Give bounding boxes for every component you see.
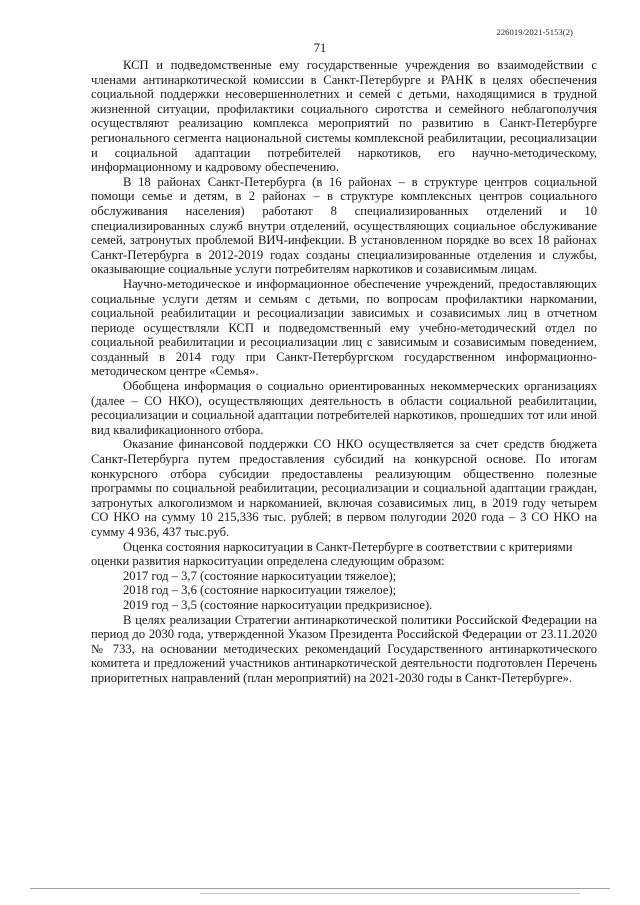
assessment-item-2018: 2018 год – 3,6 (состояние наркоситуации тяжелое);	[123, 583, 397, 598]
assessment-item-2017: 2017 год – 3,7 (состояние наркоситуации тяжелое);	[123, 568, 397, 583]
document-body	[91, 58, 597, 686]
page-number: 71	[313, 41, 327, 55]
paragraph-situation-assessment: Оценка состояния наркоситуации в Санкт-Петербурге в соответствии с критериями оценки развития наркоситуации определена следующим образом:	[91, 539, 573, 569]
paragraph-ksp-activities: КСП и подведомственные ему государственные учреждения во взаимодействии с членами антинаркотической комиссии в Санкт-Петербурге и РАНК в целях обеспечения социальной поддержки несовершеннолетних и семей с детьми, находящимися в трудной жизненной ситуации, профилактики социального сиротства и семейного неблагополучия осуществляют реализацию комплекса мероприятий по развитию в Санкт-Петербурге регионального сегмента национальной системы комплексной реабилитации, ресоциализации и социальной адаптации потребителей наркотиков, его научно-методическому, информационному и кадровому обеспечению.	[91, 58, 597, 175]
paragraph-methodical-support: Научно-методическое и информационное обеспечение учреждений, предоставляющих социальные услуги детям и семьям с детьми, по вопросам профилактики наркомании, социальной реабилитации и ресоциализации зависимых и созависимых лиц в отчетном периоде осуществляли КСП и подведомственный ему учебно-методический отдел по социальной реабилитации и ресоциализации лиц с зависимым и созависимым поведением, созданный в 2014 году при Санкт-Петербургском государственном информационно-методическом центре «Семья».	[91, 276, 597, 379]
scan-edge-line-secondary	[200, 893, 580, 894]
scan-edge-line	[30, 888, 610, 889]
paragraph-nko-information: Обобщена информация о социально ориентированных некоммерческих организациях (далее – СО НКО), осуществляющих деятельность в области социальной реабилитации, ресоциализации и социальной адаптации потребителей наркотиков, прошедших тот или иной вид квалификационного отбора.	[91, 379, 597, 437]
paragraph-financial-support: Оказание финансовой поддержки СО НКО осуществляется за счет средств бюджета Санкт-Петербурга путем предоставления субсидий на конкурсной основе. По итогам конкурсного отбора субсидии предоставлены реализующим общественно полезные программы по социальной реабилитации, ресоциализации и социальной адаптации граждан, затронутых алкоголизмом и наркоманией, включая созависимых лиц, в 2019 году четырем СО НКО на сумму 10 215,336 тыс. рублей; в первом полугодии 2020 года – 3 СО НКО на сумму 4 936, 437 тыс.руб.	[91, 437, 597, 539]
paragraph-strategy-plan: В целях реализации Стратегии антинаркотической политики Российской Федерации на период до 2030 года, утвержденной Указом Президента Российской Федерации от 23.11.2020 № 733, на основании методических рекомендаций Государственного антинаркотического комитета и предложений участников антинаркотической деятельности подготовлен Перечень приоритетных направлений (план мероприятий) на 2021-2030 годы в Санкт-Петербурге».	[91, 612, 597, 685]
document-id: 226019/2021-5153(2)	[496, 27, 573, 37]
assessment-item-2019: 2019 год – 3,5 (состояние наркоситуации предкризисное).	[123, 597, 433, 612]
paragraph-district-departments: В 18 районах Санкт-Петербурга (в 16 районах – в структуре центров социальной помощи семье и детям, в 2 районах – в структуре комплексных центров социального обслуживания населения) работают 8 специализированных отделений и 10 специализированных служб внутри отделений, осуществляющих социальное обслуживание семей, затронутых проблемой ВИЧ-инфекции. В установленном порядке во всех 18 районах Санкт-Петербурга в 2012-2019 годах созданы специализированные отделения и службы, оказывающие социальные услуги потребителям наркотиков и созависимым лицам.	[91, 174, 597, 277]
